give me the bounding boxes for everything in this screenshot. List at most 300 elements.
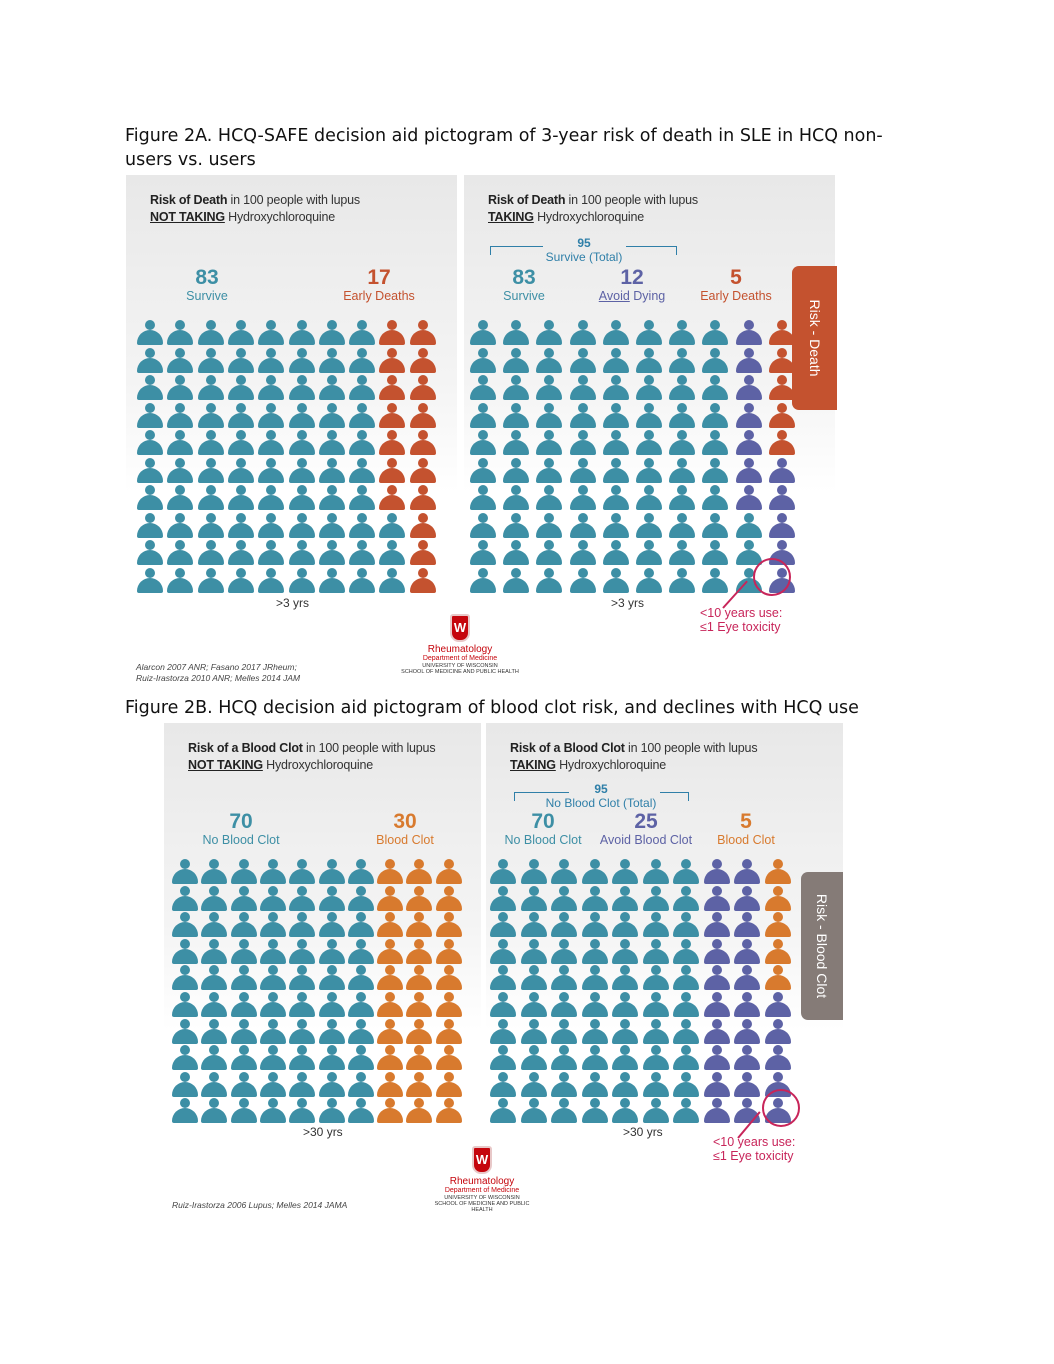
person-icon	[231, 1019, 257, 1044]
person-icon	[167, 485, 193, 510]
person-icon	[636, 320, 662, 345]
person-icon	[673, 886, 699, 911]
person-icon	[258, 540, 284, 565]
person-icon	[470, 430, 496, 455]
person-icon	[289, 568, 315, 593]
uw-shield-icon: W	[472, 1146, 492, 1174]
person-icon	[379, 540, 405, 565]
person-icon	[436, 1098, 462, 1123]
person-icon	[137, 320, 163, 345]
person-icon	[436, 1072, 462, 1097]
person-icon	[582, 1098, 608, 1123]
years-label: >3 yrs	[276, 596, 310, 610]
person-icon	[736, 513, 762, 538]
person-icon	[734, 992, 760, 1017]
person-icon	[643, 912, 669, 937]
person-icon	[490, 1045, 516, 1070]
person-icon	[734, 912, 760, 937]
person-icon	[319, 458, 345, 483]
person-icon	[551, 886, 577, 911]
person-icon	[198, 375, 224, 400]
total-survive: 95 Survive (Total)	[545, 236, 623, 264]
person-icon	[379, 458, 405, 483]
person-icon	[319, 348, 345, 373]
person-icon	[734, 1019, 760, 1044]
person-icon	[172, 912, 198, 937]
person-icon	[582, 939, 608, 964]
person-icon	[490, 939, 516, 964]
person-icon	[582, 912, 608, 937]
person-icon	[643, 1072, 669, 1097]
person-icon	[612, 859, 638, 884]
stat-early-deaths: 17 Early Deaths	[343, 266, 415, 303]
person-icon	[436, 1019, 462, 1044]
person-icon	[570, 485, 596, 510]
person-icon	[260, 992, 286, 1017]
person-icon	[260, 1045, 286, 1070]
person-icon	[436, 965, 462, 990]
person-icon	[379, 320, 405, 345]
total-no-blood-clot: 95 No Blood Clot (Total)	[545, 782, 657, 810]
eye-toxicity-note: <10 years use: ≤1 Eye toxicity	[700, 606, 783, 634]
person-icon	[612, 992, 638, 1017]
person-icon	[612, 886, 638, 911]
person-icon	[470, 485, 496, 510]
person-icon	[551, 1045, 577, 1070]
stat-no-blood-clot: 70 No Blood Clot	[504, 810, 582, 847]
person-icon	[379, 348, 405, 373]
person-icon	[765, 912, 791, 937]
person-icon	[289, 1072, 315, 1097]
person-icon	[503, 568, 529, 593]
highlight-circle	[753, 558, 791, 596]
person-icon	[260, 1019, 286, 1044]
person-icon	[319, 375, 345, 400]
person-icon	[736, 430, 762, 455]
person-icon	[603, 458, 629, 483]
person-icon	[536, 513, 562, 538]
person-icon	[704, 1019, 730, 1044]
person-icon	[702, 458, 728, 483]
person-icon	[379, 513, 405, 538]
person-icon	[521, 886, 547, 911]
person-icon	[260, 965, 286, 990]
person-icon	[490, 859, 516, 884]
person-icon	[228, 458, 254, 483]
person-icon	[551, 859, 577, 884]
person-icon	[377, 939, 403, 964]
person-icon	[669, 458, 695, 483]
person-icon	[503, 375, 529, 400]
person-icon	[765, 992, 791, 1017]
person-icon	[570, 513, 596, 538]
person-icon	[137, 403, 163, 428]
person-icon	[319, 1045, 345, 1070]
person-icon	[198, 513, 224, 538]
person-icon	[669, 320, 695, 345]
panel-title: Risk of a Blood Clot in 100 people with lupus NOT TAKING Hydroxychloroquine	[188, 741, 436, 772]
person-icon	[704, 886, 730, 911]
person-icon	[551, 939, 577, 964]
stat-avoid-blood-clot: 25 Avoid Blood Clot	[599, 810, 693, 847]
person-icon	[669, 540, 695, 565]
person-icon	[536, 403, 562, 428]
panel-title: Risk of a Blood Clot in 100 people with lupus TAKING Hydroxychloroquine	[510, 741, 758, 772]
person-icon	[521, 939, 547, 964]
person-icon	[228, 540, 254, 565]
person-icon	[669, 403, 695, 428]
person-icon	[503, 513, 529, 538]
person-icon	[521, 1098, 547, 1123]
person-icon	[377, 1098, 403, 1123]
person-icon	[348, 1098, 374, 1123]
person-icon	[490, 1098, 516, 1123]
person-icon	[582, 992, 608, 1017]
person-icon	[669, 348, 695, 373]
person-icon	[319, 485, 345, 510]
person-icon	[612, 1098, 638, 1123]
stat-avoid-dying: 12 Avoid Dying	[598, 266, 666, 303]
person-icon	[669, 375, 695, 400]
person-icon	[410, 320, 436, 345]
person-icon	[570, 320, 596, 345]
person-icon	[167, 403, 193, 428]
person-icon	[406, 1072, 432, 1097]
person-icon	[673, 1019, 699, 1044]
person-icon	[198, 348, 224, 373]
person-icon	[319, 939, 345, 964]
person-icon	[348, 965, 374, 990]
panel-title: Risk of Death in 100 people with lupus NOT TAKING Hydroxychloroquine	[150, 193, 360, 224]
person-icon	[673, 1045, 699, 1070]
uw-rheumatology-logo: W Rheumatology Department of Medicine UNIVERSITY OF WISCONSIN SCHOOL OF MEDICINE AND PUBLIC HEALTH	[424, 1146, 540, 1213]
person-icon	[603, 513, 629, 538]
person-icon	[228, 485, 254, 510]
person-icon	[172, 1098, 198, 1123]
person-icon	[734, 939, 760, 964]
person-icon	[551, 965, 577, 990]
person-icon	[260, 912, 286, 937]
person-icon	[379, 568, 405, 593]
person-icon	[769, 320, 795, 345]
person-icon	[228, 430, 254, 455]
person-icon	[137, 485, 163, 510]
person-icon	[702, 430, 728, 455]
person-icon	[319, 859, 345, 884]
person-icon	[349, 513, 375, 538]
person-icon	[349, 348, 375, 373]
person-icon	[673, 939, 699, 964]
person-icon	[636, 348, 662, 373]
person-icon	[260, 1072, 286, 1097]
person-icon	[636, 430, 662, 455]
person-icon	[258, 485, 284, 510]
person-icon	[137, 430, 163, 455]
person-icon	[643, 886, 669, 911]
figure-2a-left-panel	[126, 175, 457, 687]
person-icon	[503, 430, 529, 455]
person-icon	[348, 859, 374, 884]
eye-toxicity-note: <10 years use: ≤1 Eye toxicity	[713, 1135, 796, 1163]
person-icon	[377, 1072, 403, 1097]
person-icon	[406, 859, 432, 884]
person-icon	[260, 1098, 286, 1123]
person-icon	[704, 1098, 730, 1123]
person-icon	[410, 348, 436, 373]
person-icon	[612, 939, 638, 964]
person-icon	[349, 403, 375, 428]
person-icon	[436, 859, 462, 884]
person-icon	[349, 458, 375, 483]
person-icon	[570, 540, 596, 565]
person-icon	[289, 458, 315, 483]
person-icon	[289, 540, 315, 565]
person-icon	[603, 375, 629, 400]
person-icon	[289, 1045, 315, 1070]
person-icon	[669, 485, 695, 510]
person-icon	[201, 912, 227, 937]
person-icon	[736, 458, 762, 483]
stat-survive: 83 Survive	[503, 266, 545, 303]
person-icon	[702, 375, 728, 400]
person-icon	[289, 513, 315, 538]
person-icon	[736, 348, 762, 373]
person-icon	[348, 992, 374, 1017]
person-icon	[673, 1098, 699, 1123]
person-icon	[551, 912, 577, 937]
stat-early-deaths: 5 Early Deaths	[700, 266, 772, 303]
person-icon	[636, 513, 662, 538]
person-icon	[704, 1072, 730, 1097]
person-icon	[289, 320, 315, 345]
person-icon	[582, 1045, 608, 1070]
person-icon	[704, 912, 730, 937]
person-icon	[198, 458, 224, 483]
stat-blood-clot: 5 Blood Clot	[717, 810, 775, 847]
person-icon	[734, 965, 760, 990]
person-icon	[406, 992, 432, 1017]
person-icon	[521, 912, 547, 937]
person-icon	[228, 403, 254, 428]
person-icon	[736, 540, 762, 565]
person-icon	[198, 485, 224, 510]
person-icon	[765, 859, 791, 884]
person-icon	[669, 430, 695, 455]
person-icon	[201, 886, 227, 911]
person-icon	[410, 375, 436, 400]
person-icon	[167, 375, 193, 400]
figure-2a-caption: Figure 2A. HCQ-SAFE decision aid pictogram of 3-year risk of death in SLE in HCQ non-users vs. users	[125, 126, 883, 170]
person-icon	[769, 485, 795, 510]
person-icon	[673, 859, 699, 884]
person-icon	[470, 513, 496, 538]
person-icon	[734, 1098, 760, 1123]
person-icon	[704, 965, 730, 990]
person-icon	[490, 886, 516, 911]
person-icon	[521, 965, 547, 990]
person-icon	[673, 992, 699, 1017]
references: Ruiz-Irastorza 2006 Lupus; Melles 2014 JAMA	[172, 1200, 348, 1210]
uw-shield-icon: W	[450, 614, 470, 642]
person-icon	[536, 430, 562, 455]
person-icon	[377, 1019, 403, 1044]
person-icon	[503, 403, 529, 428]
person-icon	[319, 912, 345, 937]
person-icon	[406, 1098, 432, 1123]
stat-survive: 83 Survive	[186, 266, 228, 303]
person-icon	[231, 965, 257, 990]
person-icon	[258, 375, 284, 400]
person-icon	[643, 1045, 669, 1070]
person-icon	[410, 568, 436, 593]
person-icon	[231, 859, 257, 884]
person-icon	[201, 1072, 227, 1097]
person-icon	[582, 1072, 608, 1097]
person-icon	[260, 859, 286, 884]
person-icon	[137, 348, 163, 373]
person-icon	[349, 568, 375, 593]
person-icon	[582, 886, 608, 911]
person-icon	[470, 458, 496, 483]
panel-title: Risk of Death in 100 people with lupus TAKING Hydroxychloroquine	[488, 193, 698, 224]
person-icon	[406, 1045, 432, 1070]
person-icon	[603, 568, 629, 593]
person-icon	[198, 320, 224, 345]
person-icon	[521, 1072, 547, 1097]
person-icon	[436, 1045, 462, 1070]
person-icon	[172, 939, 198, 964]
person-icon	[228, 375, 254, 400]
person-icon	[673, 912, 699, 937]
person-icon	[702, 320, 728, 345]
person-icon	[436, 886, 462, 911]
person-icon	[570, 430, 596, 455]
person-icon	[503, 540, 529, 565]
person-icon	[167, 513, 193, 538]
years-label: >3 yrs	[611, 596, 645, 610]
person-icon	[704, 1045, 730, 1070]
person-icon	[470, 348, 496, 373]
person-icon	[377, 992, 403, 1017]
person-icon	[258, 320, 284, 345]
person-icon	[228, 513, 254, 538]
stat-blood-clot: 30 Blood Clot	[376, 810, 434, 847]
person-icon	[643, 859, 669, 884]
person-icon	[765, 965, 791, 990]
person-icon	[167, 320, 193, 345]
person-icon	[289, 859, 315, 884]
person-icon	[348, 1045, 374, 1070]
person-icon	[410, 430, 436, 455]
person-icon	[319, 992, 345, 1017]
person-icon	[536, 540, 562, 565]
person-icon	[536, 568, 562, 593]
person-icon	[612, 1072, 638, 1097]
person-icon	[289, 375, 315, 400]
person-icon	[636, 485, 662, 510]
person-icon	[167, 540, 193, 565]
risk-blood-clot-tab: Risk - Blood Clot	[801, 872, 843, 1020]
person-icon	[603, 320, 629, 345]
person-icon	[198, 540, 224, 565]
person-icon	[436, 992, 462, 1017]
person-icon	[551, 1019, 577, 1044]
person-icon	[603, 348, 629, 373]
person-icon	[570, 403, 596, 428]
uw-rheumatology-logo: W Rheumatology Department of Medicine UNIVERSITY OF WISCONSIN SCHOOL OF MEDICINE AND PUBLIC HEALTH	[400, 614, 520, 675]
person-icon	[231, 1098, 257, 1123]
person-icon	[198, 430, 224, 455]
person-icon	[736, 320, 762, 345]
person-icon	[228, 568, 254, 593]
person-icon	[536, 458, 562, 483]
person-icon	[470, 403, 496, 428]
person-icon	[349, 485, 375, 510]
person-icon	[289, 1098, 315, 1123]
person-icon	[734, 1072, 760, 1097]
person-icon	[612, 912, 638, 937]
person-icon	[379, 375, 405, 400]
person-icon	[201, 1098, 227, 1123]
person-icon	[377, 912, 403, 937]
person-icon	[289, 485, 315, 510]
person-icon	[319, 1098, 345, 1123]
person-icon	[172, 886, 198, 911]
person-icon	[258, 513, 284, 538]
person-icon	[503, 320, 529, 345]
person-icon	[612, 1045, 638, 1070]
person-icon	[704, 939, 730, 964]
person-icon	[734, 859, 760, 884]
person-icon	[765, 1019, 791, 1044]
person-icon	[319, 513, 345, 538]
person-icon	[582, 965, 608, 990]
person-icon	[201, 859, 227, 884]
person-icon	[379, 485, 405, 510]
person-icon	[551, 1098, 577, 1123]
person-icon	[582, 1019, 608, 1044]
person-icon	[582, 859, 608, 884]
person-icon	[172, 1045, 198, 1070]
figure-2b-caption: Figure 2B. HCQ decision aid pictogram of blood clot risk, and declines with HCQ use	[125, 698, 859, 718]
person-icon	[289, 348, 315, 373]
person-icon	[636, 568, 662, 593]
person-icon	[289, 912, 315, 937]
years-label: >30 yrs	[303, 1125, 343, 1139]
person-icon	[201, 965, 227, 990]
person-icon	[201, 939, 227, 964]
person-icon	[769, 513, 795, 538]
person-icon	[769, 403, 795, 428]
person-icon	[260, 939, 286, 964]
person-icon	[410, 458, 436, 483]
person-icon	[490, 992, 516, 1017]
person-icon	[377, 965, 403, 990]
person-icon	[612, 1019, 638, 1044]
person-icon	[379, 403, 405, 428]
person-icon	[406, 912, 432, 937]
person-icon	[643, 939, 669, 964]
person-icon	[289, 430, 315, 455]
person-icon	[521, 1045, 547, 1070]
person-icon	[769, 375, 795, 400]
person-icon	[736, 403, 762, 428]
person-icon	[643, 992, 669, 1017]
person-icon	[348, 1019, 374, 1044]
person-icon	[603, 430, 629, 455]
person-icon	[348, 939, 374, 964]
person-icon	[570, 348, 596, 373]
